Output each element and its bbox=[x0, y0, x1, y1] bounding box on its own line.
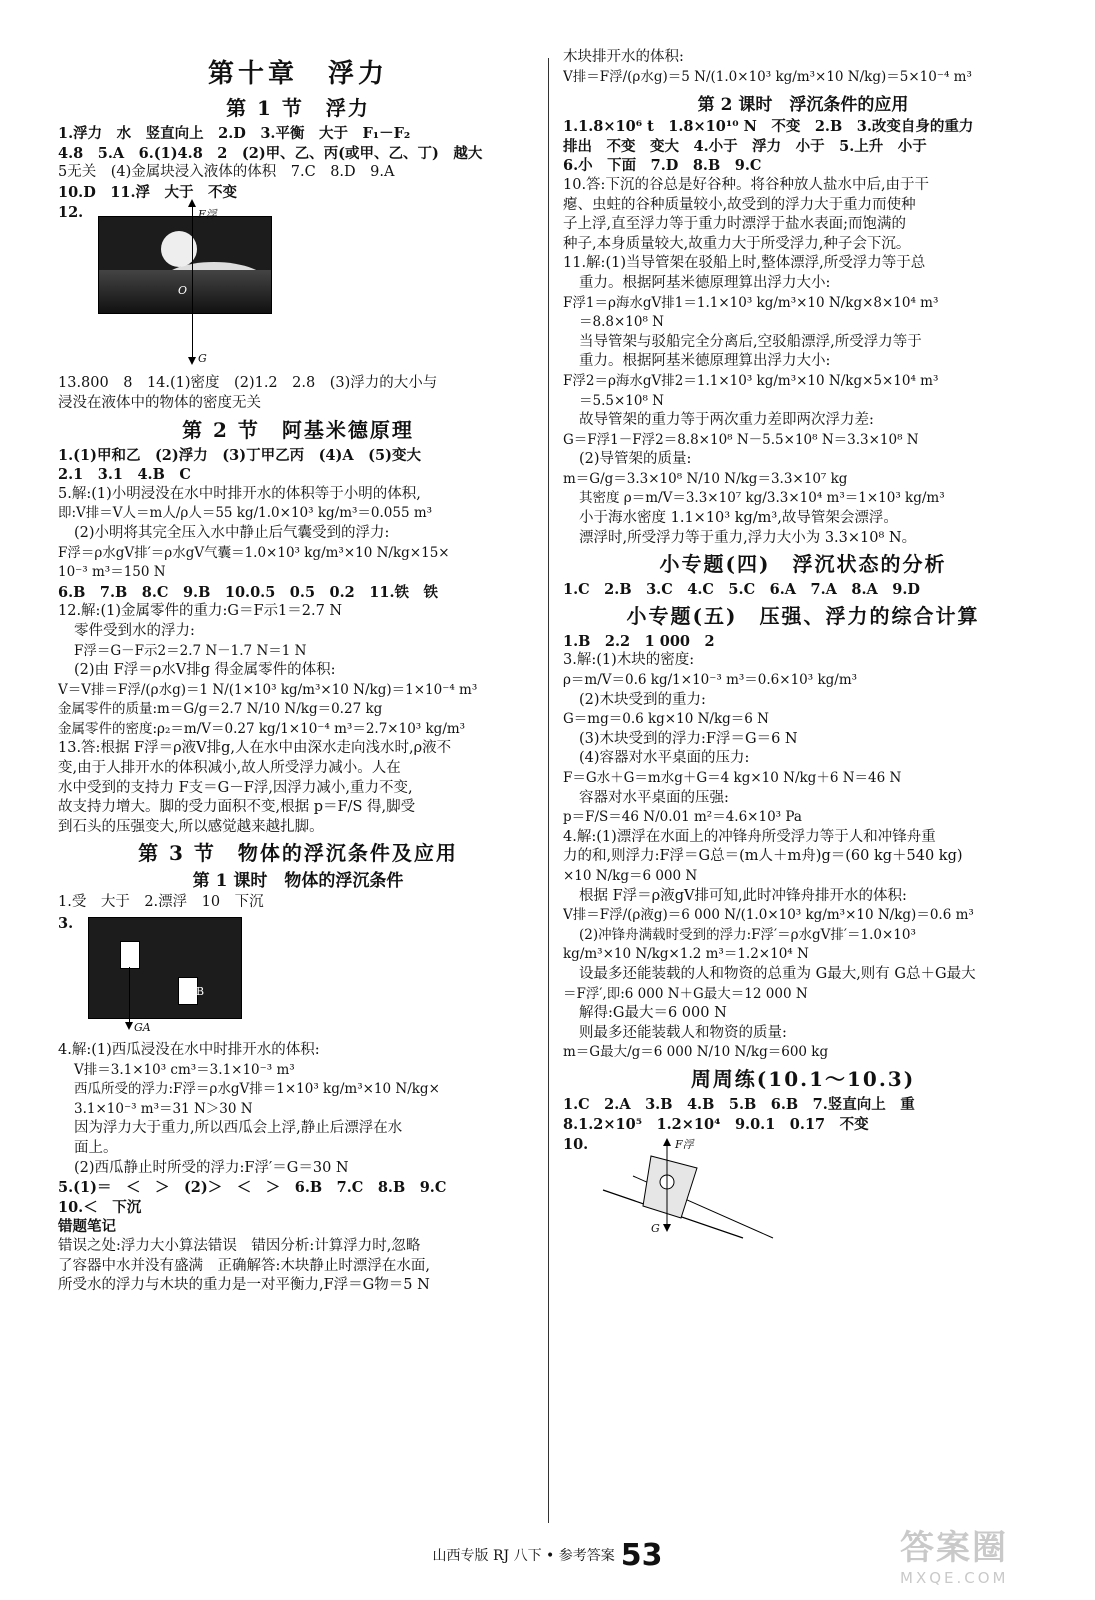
answer-line: (2)木块受到的重力: bbox=[579, 691, 706, 708]
answer-line: 变,由于人排开水的体积减小,故人所受浮力减小。人在 bbox=[58, 760, 401, 777]
answer-line: (2)导管架的质量: bbox=[579, 451, 692, 468]
answer-line: 即:V排＝V人＝m人/ρ人＝55 kg/1.0×10³ kg/m³＝0.055 m³ bbox=[58, 505, 433, 522]
answer-line: 6.B 7.B 8.C 9.B 10.0.5 0.5 0.2 11.铁 铁 bbox=[58, 583, 438, 601]
answer-line: (2)由 F浮＝ρ水V排g 得金属零件的体积: bbox=[74, 662, 336, 679]
footer-text: 山西专版 RJ 八下 • 参考答案 bbox=[432, 1548, 615, 1564]
answer-line: V排＝3.1×10³ cm³＝3.1×10⁻³ m³ bbox=[74, 1061, 295, 1078]
gravity-arrow-icon bbox=[129, 967, 130, 1023]
answer-line: 漂浮时,所受浮力等于重力,浮力大小为 3.3×10⁸ N。 bbox=[579, 529, 917, 546]
answer-line: p＝F/S＝46 N/0.01 m²＝4.6×10³ Pa bbox=[563, 809, 802, 826]
answer-line: 13.答:根据 F浮＝ρ液V排g,人在水中由深水走向浅水时,ρ液不 bbox=[58, 740, 452, 757]
answer-line: F浮1＝ρ海水gV排1＝1.1×10³ kg/m³×10 N/kg×8×10⁴ m³ bbox=[563, 294, 939, 311]
answer-line: G＝mg＝0.6 kg×10 N/kg＝6 N bbox=[563, 711, 769, 728]
answer-line: 1.B 2.2 1 000 2 bbox=[563, 632, 715, 650]
answer-line: F浮＝ρ水gV排′＝ρ水gV气囊＝1.0×10³ kg/m³×10 N/kg×15× bbox=[58, 544, 450, 561]
answer-line: 2.1 3.1 4.B C bbox=[58, 466, 191, 484]
answer-line: 力的和,则浮力:F浮＝G总＝(m人＋m舟)g＝(60 kg＋540 kg) bbox=[563, 848, 963, 865]
answer-line: 当导管架与驳船完全分离后,空驳船漂浮,所受浮力等于 bbox=[579, 333, 922, 350]
weekly-practice-title: 周周练(10.1～10.3) bbox=[690, 1066, 916, 1091]
answer-line: ＝8.8×10⁸ N bbox=[579, 314, 664, 331]
section-2-answers bbox=[58, 446, 538, 838]
section-1-answers-cont bbox=[58, 374, 538, 413]
watermark-logo bbox=[900, 1520, 1090, 1595]
right-column bbox=[563, 48, 1043, 1242]
answer-line: 则最多还能装载人和物资的质量: bbox=[579, 1024, 787, 1041]
answer-line: 浸没在液体中的物体的密度无关 bbox=[58, 394, 261, 411]
answer-line: 瘪、虫蛀的谷种质量较小,故受到的浮力大于重力而使种 bbox=[563, 196, 916, 213]
answer-line: 3.1×10⁻³ m³＝31 N＞30 N bbox=[74, 1100, 253, 1117]
q3-figure bbox=[58, 915, 538, 1039]
watermark-text: 答案圈 bbox=[900, 1528, 1008, 1568]
answer-line: (2)小明将其完全压入水中静止后气囊受到的浮力: bbox=[74, 524, 390, 541]
answer-line: 容器对水平桌面的压强: bbox=[579, 789, 729, 806]
answer-line: 金属零件的质量:m＝G/g＝2.7 N/10 N/kg＝0.27 kg bbox=[58, 701, 383, 718]
answer-line: 木块排开水的体积: bbox=[563, 49, 684, 65]
q10-figure bbox=[563, 1136, 1043, 1240]
buoyancy-label: F浮 bbox=[198, 208, 217, 222]
left-column bbox=[58, 48, 538, 1296]
answer-line: 10⁻³ m³＝150 N bbox=[58, 564, 166, 581]
answer-line: 5.(1)＝ ＜ ＞ (2)＞ ＜ ＞ 6.B 7.C 8.B 9.C bbox=[58, 1179, 447, 1197]
answer-line: 1.浮力 水 竖直向上 2.D 3.平衡 大于 F₁－F₂ bbox=[58, 125, 411, 142]
answer-line: 1.1.8×10⁶ t 1.8×10¹⁰ N 不变 2.B 3.改变自身的重力 bbox=[563, 118, 974, 136]
answer-line: 5无关 (4)金属块浸入液体的体积 7.C 8.D 9.A bbox=[58, 164, 395, 181]
lesson-2-answers bbox=[563, 117, 1043, 548]
error-note-title: 错题笔记 bbox=[58, 1218, 116, 1236]
answer-line: 故导管架的重力等于两次重力差即两次浮力差: bbox=[579, 412, 874, 429]
answer-line: 3.解:(1)木块的密度: bbox=[563, 652, 695, 669]
section-3-answers bbox=[58, 1041, 538, 1217]
answer-line: 错误之处:浮力大小算法错误 错因分析:计算浮力时,忽略 bbox=[58, 1237, 421, 1254]
answer-line: ×10 N/kg＝6 000 N bbox=[563, 867, 698, 884]
answer-line: 4.解:(1)漂浮在水面上的冲锋舟所受浮力等于人和冲锋舟重 bbox=[563, 828, 936, 845]
answer-line: 面上。 bbox=[74, 1140, 118, 1156]
section-3-title: 第 3 节 物体的浮沉条件及应用 bbox=[138, 841, 458, 866]
weekly-answers bbox=[563, 1095, 1043, 1134]
answer-line: 子上浮,直至浮力等于重力时漂浮于盐水表面;而饱满的 bbox=[563, 216, 906, 233]
answer-line: 4.解:(1)西瓜浸没在水中时排开水的体积: bbox=[58, 1042, 320, 1059]
buoyancy-label: F浮 bbox=[675, 1138, 694, 1152]
answer-line: 6.小 下面 7.D 8.B 9.C bbox=[563, 157, 762, 175]
answer-line: 因为浮力大于重力,所以西瓜会上浮,静止后漂浮在水 bbox=[74, 1120, 403, 1137]
answer-line: 10.答:下沉的谷总是好谷种。将谷种放人盐水中后,由于干 bbox=[563, 176, 930, 193]
answer-line: m＝G/g＝3.3×10⁸ N/10 N/kg＝3.3×10⁷ kg bbox=[563, 470, 848, 487]
answer-line: m＝G最大/g＝6 000 N/10 N/kg＝600 kg bbox=[563, 1044, 829, 1061]
answer-line: 解得:G最大＝6 000 N bbox=[579, 1005, 727, 1022]
topic-4-title: 小专题(四) 浮沉状态的分析 bbox=[659, 552, 947, 577]
answer-line: kg/m³×10 N/kg×1.2 m³＝1.2×10⁴ N bbox=[563, 946, 809, 963]
answer-line: 重力。根据阿基米德原理算出浮力大小: bbox=[579, 353, 831, 370]
answer-line: 10.D 11.浮 大于 不变 bbox=[58, 183, 238, 201]
answer-line: 排出 不变 变大 4.小于 浮力 小于 5.上升 小于 bbox=[563, 137, 927, 155]
error-note bbox=[58, 1237, 538, 1296]
section-3-subtitle: 第 1 课时 物体的浮沉条件 bbox=[192, 871, 404, 892]
answer-line: 西瓜所受的浮力:F浮＝ρ水gV排＝1×10³ kg/m³×10 N/kg× bbox=[74, 1081, 440, 1098]
answer-line: 设最多还能装载的人和物资的总重为 G最大,则有 G总＋G最大 bbox=[579, 965, 976, 982]
answer-line: G＝F浮1－F浮2＝8.8×10⁸ N－5.5×10⁸ N＝3.3×10⁸ N bbox=[563, 431, 919, 448]
answer-line: V排＝F浮/(ρ水g)＝5 N/(1.0×10³ kg/m³×10 N/kg)＝5×10⁻⁴ m³ bbox=[563, 68, 972, 85]
answer-line: 根据 F浮＝ρ液gV排可知,此时冲锋舟排开水的体积: bbox=[579, 887, 907, 904]
answer-line: 重力。根据阿基米德原理算出浮力大小: bbox=[579, 274, 831, 291]
lesson-2-title: 第 2 课时 浮沉条件的应用 bbox=[697, 95, 909, 116]
answer-line: 其密度 ρ＝m/V＝3.3×10⁷ kg/3.3×10⁴ m³＝1×10³ kg/m³ bbox=[579, 490, 945, 507]
buoyancy-arrow-icon bbox=[192, 206, 193, 286]
question-number: 12. bbox=[58, 204, 84, 222]
answer-line: V＝V排＝F浮/(ρ水g)＝1 N/(1×10³ kg/m³×10 N/kg)＝1×10⁻⁴ m³ bbox=[58, 681, 478, 698]
answer-line: 10.＜ 下沉 bbox=[58, 1198, 142, 1216]
answer-line: 零件受到水的浮力: bbox=[74, 622, 195, 639]
section-1-answers bbox=[58, 124, 538, 202]
answer-line: 所受水的浮力与木块的重力是一对平衡力,F浮＝G物＝5 N bbox=[58, 1277, 430, 1294]
answer-line: 小于海水密度 1.1×10³ kg/m³,故导管架会漂浮。 bbox=[579, 510, 898, 527]
answer-line: (2)西瓜静止时所受的浮力:F浮′＝G＝30 N bbox=[74, 1159, 349, 1176]
answer-line: 到石头的压强变大,所以感觉越来越扎脚。 bbox=[58, 818, 324, 835]
dark-tank-image bbox=[88, 917, 242, 1019]
answer-line: 1.(1)甲和乙 (2)浮力 (3)丁甲乙丙 (4)A (5)变大 bbox=[58, 446, 421, 464]
center-label: O bbox=[178, 284, 188, 298]
block-b-label: B bbox=[196, 985, 205, 999]
block-a-label: A bbox=[130, 947, 138, 961]
answer-line: 4.8 5.A 6.(1)4.8 2 (2)甲、乙、丙(或甲、乙、丁) 越大 bbox=[58, 144, 483, 162]
answer-line: F＝G水＋G＝m水g＋G＝4 kg×10 N/kg＋6 N＝46 N bbox=[563, 770, 902, 786]
answer-line: 5.解:(1)小明浸没在水中时排开水的体积等于小明的体积, bbox=[58, 485, 421, 502]
gravity-label: G bbox=[198, 352, 207, 366]
question-number: 10. bbox=[563, 1136, 589, 1154]
gravity-label: G bbox=[651, 1222, 660, 1236]
topic-5-title: 小专题(五) 压强、浮力的综合计算 bbox=[626, 603, 980, 628]
answer-line: 水中受到的支持力 F支＝G－F浮,因浮力减小,重力不变, bbox=[58, 779, 413, 796]
answer-line: ＝5.5×10⁸ N bbox=[579, 392, 664, 409]
column-divider bbox=[548, 58, 549, 1523]
answer-line: 8.1.2×10⁵ 1.2×10⁴ 9.0.1 0.17 不变 bbox=[563, 1115, 869, 1133]
answer-line: (3)木块受到的浮力:F浮＝G＝6 N bbox=[579, 730, 798, 747]
answer-line: 1.C 2.B 3.C 4.C 5.C 6.A 7.A 8.A 9.D bbox=[563, 581, 920, 599]
q12-figure bbox=[58, 204, 538, 372]
duck-photo bbox=[98, 216, 272, 314]
gravity-label: GA bbox=[134, 1021, 151, 1035]
question-number: 3. bbox=[58, 915, 74, 933]
section-1-title: 第 1 节 浮力 bbox=[226, 96, 370, 120]
answer-line: 金属零件的密度:ρ₂＝m/V＝0.27 kg/1×10⁻⁴ m³＝2.7×10³ kg/m³ bbox=[58, 720, 466, 737]
answer-line: 1.受 大于 2.漂浮 10 下沉 bbox=[58, 894, 264, 911]
answer-line: F浮＝G－F示2＝2.7 N－1.7 N＝1 N bbox=[74, 642, 307, 659]
answer-line: 故支持力增大。脚的受力面积不变,根据 p＝F/S 得,脚受 bbox=[58, 799, 416, 816]
answer-line: F浮2＝ρ海水gV排2＝1.1×10³ kg/m³×10 N/kg×5×10⁴ m³ bbox=[563, 372, 939, 389]
answer-line: 1.C 2.A 3.B 4.B 5.B 6.B 7.竖直向上 重 bbox=[563, 1095, 915, 1113]
answer-line: ＝F浮′,即:6 000 N＋G最大＝12 000 N bbox=[563, 985, 808, 1002]
answer-line: 13.800 8 14.(1)密度 (2)1.2 2.8 (3)浮力的大小与 bbox=[58, 375, 438, 392]
answer-line: 了容器中水并没有盛满 正确解答:木块静止时漂浮在水面, bbox=[58, 1257, 430, 1274]
block-b-shape bbox=[178, 977, 198, 1005]
chapter-title: 第十章 浮力 bbox=[207, 59, 388, 89]
answer-line: 12.解:(1)金属零件的重力:G＝F示1＝2.7 N bbox=[58, 603, 343, 620]
answer-line: (4)容器对水平桌面的压力: bbox=[579, 750, 750, 767]
answer-line: (2)冲锋舟满载时受到的浮力:F浮′＝ρ水gV排′＝1.0×10³ bbox=[579, 926, 916, 943]
topic-5-answers bbox=[563, 632, 1043, 1063]
answer-line: 种子,本身质量较大,故重力大于所受浮力,种子会下沉。 bbox=[563, 235, 911, 252]
page-number: 53 bbox=[620, 1538, 663, 1573]
answer-line: ρ＝m/V＝0.6 kg/1×10⁻³ m³＝0.6×10³ kg/m³ bbox=[563, 672, 858, 689]
gravity-arrow-icon bbox=[192, 286, 193, 358]
watermark-url: MXQE.COM bbox=[900, 1569, 1009, 1587]
section-2-title: 第 2 节 阿基米德原理 bbox=[182, 417, 414, 442]
answer-line: V排＝F浮/(ρ液g)＝6 000 N/(1.0×10³ kg/m³×10 N/kg)＝0.6 m³ bbox=[563, 907, 974, 924]
answer-line: 11.解:(1)当导管架在驳船上时,整体漂浮,所受浮力等于总 bbox=[563, 255, 926, 272]
